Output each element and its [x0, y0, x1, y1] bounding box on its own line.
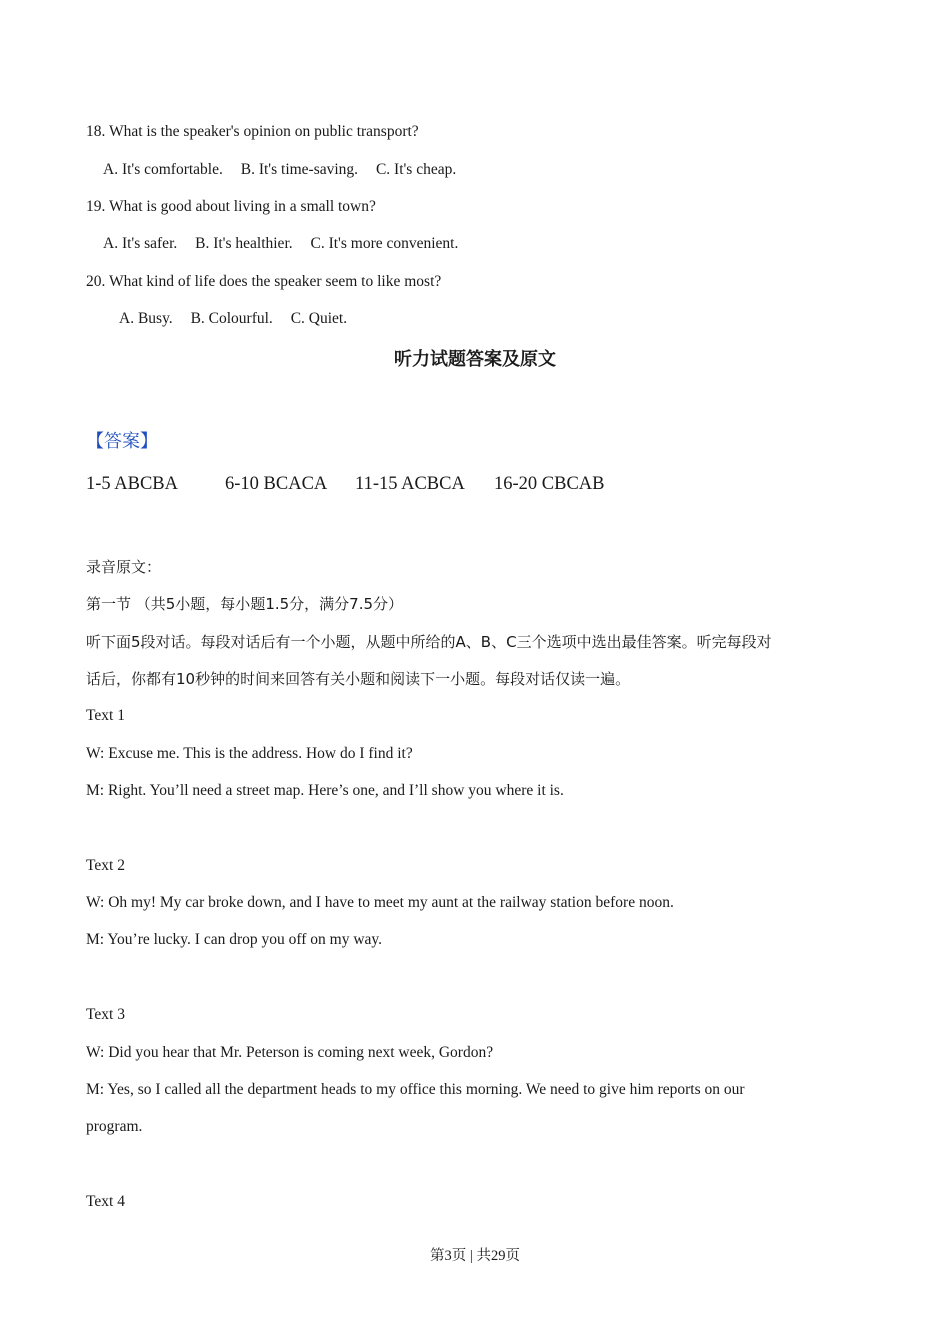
question-19-stem: 19. What is good about living in a small town?	[86, 198, 376, 215]
text-3-line-3: program.	[86, 1118, 143, 1135]
answer-key-16-20: 16-20 CBCAB	[494, 474, 605, 494]
text-4-title: Text 4	[86, 1193, 125, 1210]
text-3-line-1: W: Did you hear that Mr. Peterson is coming next week, Gordon?	[86, 1044, 494, 1061]
option-b: B. It's time-saving.	[240, 161, 359, 178]
transcript-instructions-line1: 听下面5段对话。每段对话后有一个小题，从题中所给的A、B、C三个选项中选出最佳答案。听完每段对	[86, 633, 772, 651]
question-20-options	[119, 309, 361, 329]
question-20-stem: 20. What kind of life does the speaker seem to like most?	[86, 273, 442, 290]
answer-tag: 【答案】	[86, 431, 158, 452]
option-b: B. Colourful.	[190, 310, 273, 327]
question-18-options	[103, 160, 470, 180]
answer-key-6-10: 6-10 BCACA	[225, 474, 328, 494]
answer-keys	[86, 474, 605, 495]
text-1-line-2: M: Right. You’ll need a street map. Here’s one, and I’ll show you where it is.	[86, 782, 564, 799]
question-19-options	[103, 234, 472, 254]
option-c: C. It's more convenient.	[310, 235, 459, 252]
transcript-instructions-line2: 话后，你都有10秒钟的时间来回答有关小题和阅读下一小题。每段对话仅读一遍。	[86, 670, 631, 688]
text-2-line-2: M: You’re lucky. I can drop you off on my way.	[86, 931, 383, 948]
text-2-title: Text 2	[86, 857, 125, 874]
option-c: C. Quiet.	[290, 310, 348, 327]
text-2-line-1: W: Oh my! My car broke down, and I have to meet my aunt at the railway station before noon.	[86, 894, 674, 911]
option-a: A. Busy.	[119, 310, 173, 327]
transcript-heading: 录音原文：	[86, 558, 162, 576]
answer-key-1-5: 1-5 ABCBA	[86, 474, 179, 494]
text-3-title: Text 3	[86, 1006, 125, 1023]
text-1-line-1: W: Excuse me. This is the address. How do I find it?	[86, 745, 413, 762]
answer-key-11-15: 11-15 ACBCA	[355, 474, 465, 494]
option-a: A. It's comfortable.	[103, 161, 223, 178]
transcript-part: 第一节 （共5小题，每小题1.5分，满分7.5分）	[86, 595, 404, 613]
option-a: A. It's safer.	[103, 235, 178, 252]
question-18-stem: 18. What is the speaker's opinion on public transport?	[86, 123, 419, 140]
option-c: C. It's cheap.	[375, 161, 457, 178]
option-b: B. It's healthier.	[195, 235, 293, 252]
text-3-line-2: M: Yes, so I called all the department heads to my office this morning. We need to give him reports on our	[86, 1081, 745, 1098]
section-title: 听力试题答案及原文	[394, 349, 556, 370]
page-footer: 第3页 | 共29页	[430, 1248, 520, 1264]
text-1-title: Text 1	[86, 707, 125, 724]
